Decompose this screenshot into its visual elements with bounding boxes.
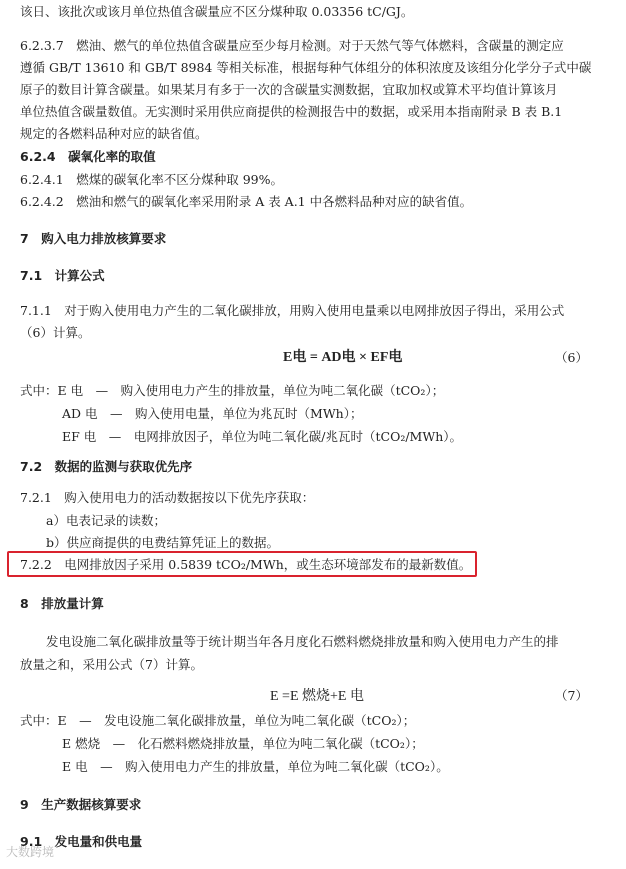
where-line: 式中：E 电 — 购入使用电力产生的排放量，单位为吨二氧化碳（tCO₂）； bbox=[20, 383, 445, 398]
list-item-a: a）电表记录的读数； bbox=[46, 513, 166, 528]
where-line: E 电 — 购入使用电力产生的排放量，单位为吨二氧化碳（tCO₂）。 bbox=[62, 759, 449, 774]
clause-7-2-2: 7.2.2 电网排放因子采用 0.5839 tCO₂/MWh，或生态环境部发布的最新数值。 bbox=[20, 557, 472, 572]
where-line: 式中：E — 发电设施二氧化碳排放量，单位为吨二氧化碳（tCO₂）； bbox=[20, 713, 416, 728]
body-text-line: （6）计算。 bbox=[20, 325, 91, 340]
formula-6-number: （6） bbox=[555, 350, 588, 365]
clause-6-2-4-2: 6.2.4.2 燃油和燃气的碳氧化率采用附录 A 表 A.1 中各燃料品种对应的缺省值。 bbox=[20, 194, 473, 209]
heading-6-2-4: 6.2.4 碳氧化率的取值 bbox=[20, 149, 156, 164]
clause-6-2-4-1: 6.2.4.1 燃煤的碳氧化率不区分煤种取 99%。 bbox=[20, 172, 283, 187]
body-text-line: 原子的数目计算含碳量。如果某月有多于一次的含碳量实测数据，宜取加权或算术平均值计算该月 bbox=[20, 82, 558, 97]
body-text-line: 规定的各燃料品种对应的缺省值。 bbox=[20, 126, 208, 141]
heading-9-1: 9.1 发电量和供电量 bbox=[20, 834, 143, 849]
body-text-line: 发电设施二氧化碳排放量等于统计期当年各月度化石燃料燃烧排放量和购入使用电力产生的排 bbox=[46, 634, 559, 649]
heading-7-2: 7.2 数据的监测与获取优先序 bbox=[20, 459, 193, 474]
formula-6: E电 = AD电 × EF电 bbox=[283, 350, 403, 365]
heading-8: 8 排放量计算 bbox=[20, 596, 104, 611]
where-line: EF 电 — 电网排放因子，单位为吨二氧化碳/兆瓦时（tCO₂/MWh）。 bbox=[62, 429, 462, 444]
heading-9: 9 生产数据核算要求 bbox=[20, 797, 142, 812]
where-line: AD 电 — 购入使用电量，单位为兆瓦时（MWh）； bbox=[62, 406, 363, 421]
body-text-line: 遵循 GB/T 13610 和 GB/T 8984 等相关标准，根据每种气体组分的体积浓度及该组分化学分子式中碳 bbox=[20, 60, 592, 75]
body-text-line: 放量之和，采用公式（7）计算。 bbox=[20, 657, 203, 672]
clause-7-2-1: 7.2.1 购入使用电力的活动数据按以下优先序获取： bbox=[20, 490, 315, 505]
heading-7-1: 7.1 计算公式 bbox=[20, 268, 105, 283]
body-text-line: 该日、该批次或该月单位热值含碳量应不区分煤种取 0.03356 tC/GJ。 bbox=[20, 4, 414, 19]
formula-7: E =E 燃烧+E 电 bbox=[270, 689, 364, 704]
body-text-line: 单位热值含碳量数值。无实测时采用供应商提供的检测报告中的数据，或采用本指南附录 B 表 B.1 bbox=[20, 104, 563, 119]
clause-6-2-3-7: 6.2.3.7 燃油、燃气的单位热值含碳量应至少每月检测。对于天然气等气体燃料，含碳量的测定应 bbox=[20, 38, 564, 53]
list-item-b: b）供应商提供的电费结算凭证上的数据。 bbox=[46, 535, 280, 550]
where-line: E 燃烧 — 化石燃料燃烧排放量，单位为吨二氧化碳（tCO₂）； bbox=[62, 736, 424, 751]
heading-7: 7 购入电力排放核算要求 bbox=[20, 231, 167, 246]
clause-7-1-1: 7.1.1 对于购入使用电力产生的二氧化碳排放，用购入使用电量乘以电网排放因子得出，采用公式 bbox=[20, 303, 565, 318]
watermark: 大数跨境 bbox=[6, 845, 55, 859]
formula-7-number: （7） bbox=[555, 688, 588, 703]
